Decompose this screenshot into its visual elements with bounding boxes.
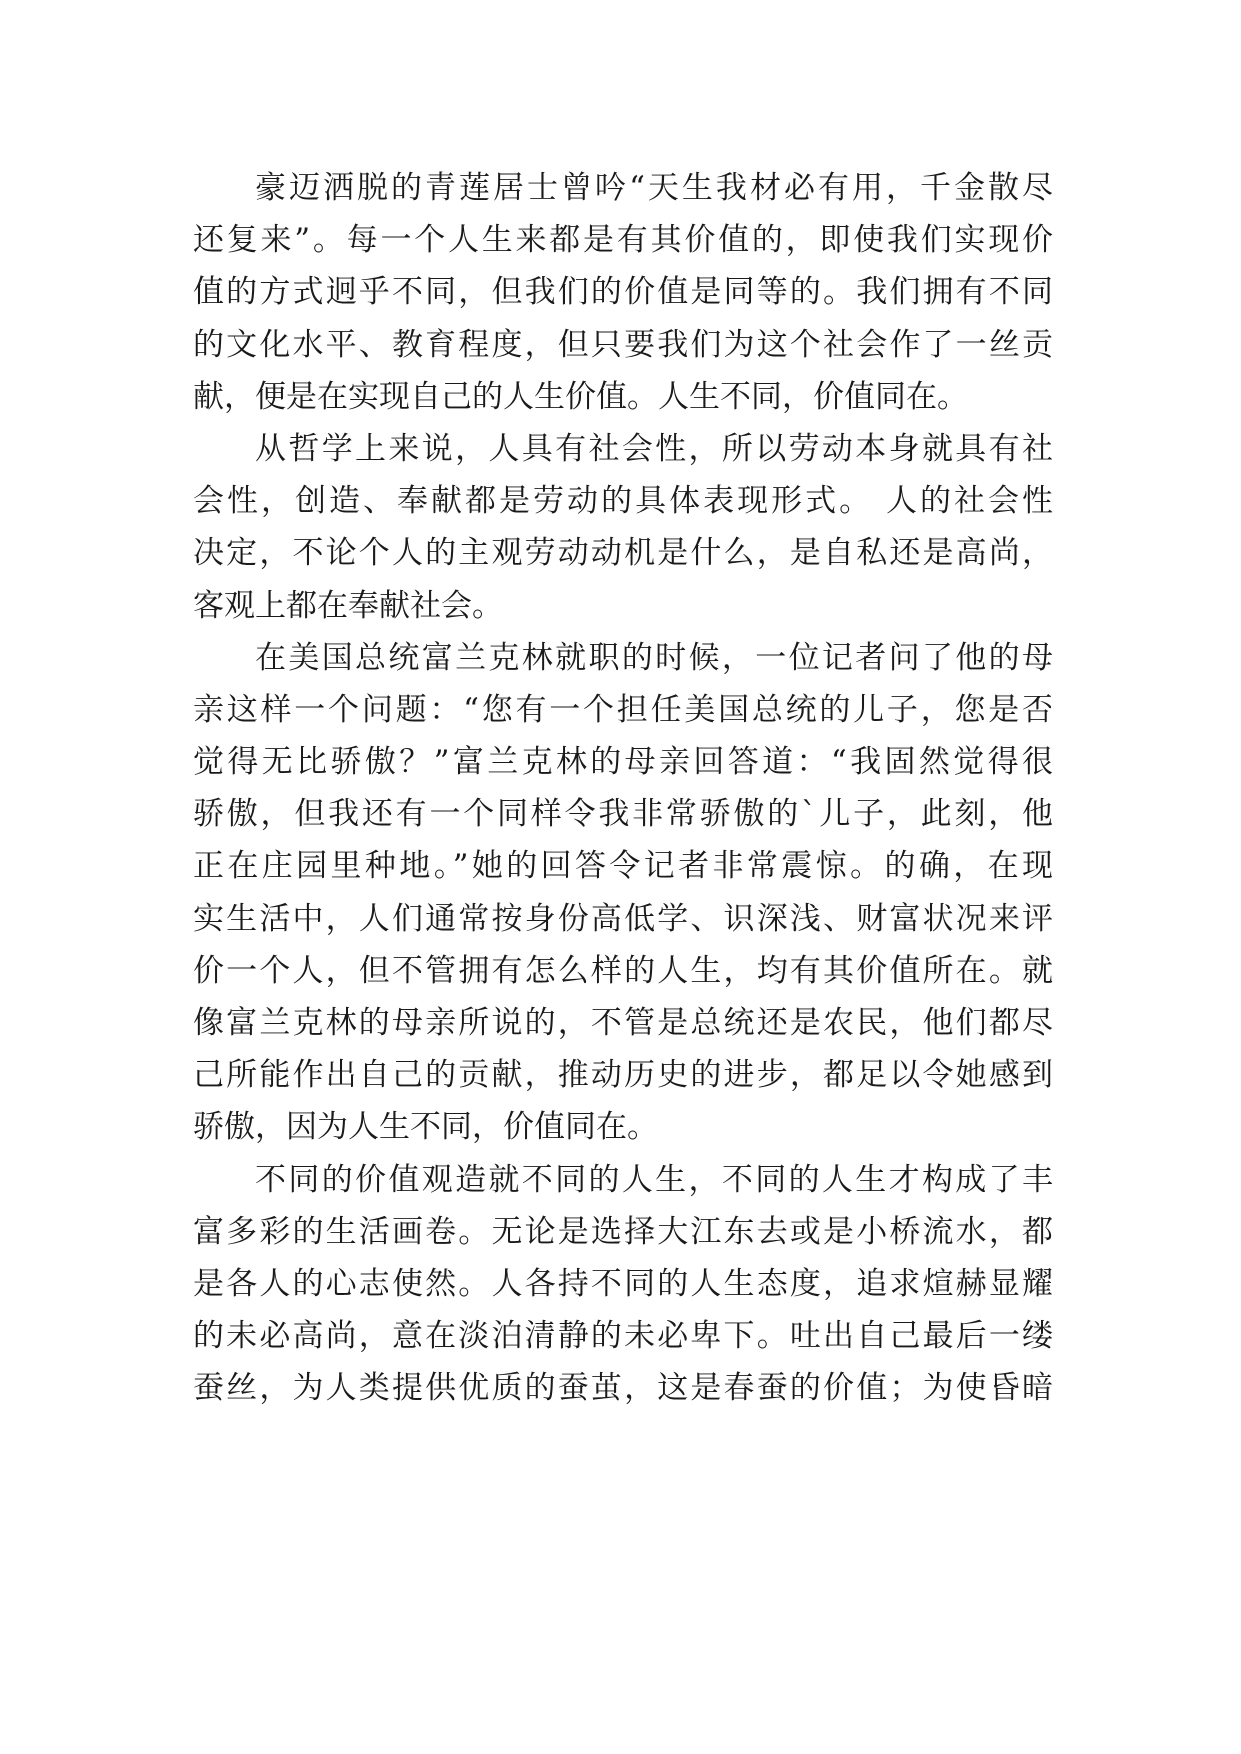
body-text xyxy=(193,162,1053,1415)
text-line: 决定，不论个人的主观劳动动机是什么，是自私还是高尚， xyxy=(193,535,1053,572)
text-line: 富多彩的生活画卷。无论是选择大江东去或是小桥流水，都 xyxy=(193,1213,1053,1250)
text-line: 在美国总统富兰克林就职的时候，一位记者问了他的母 xyxy=(255,639,1053,676)
text-line: 的文化水平、教育程度，但只要我们为这个社会作了一丝贡 xyxy=(193,326,1053,363)
text-line: 客观上都在奉献社会。 xyxy=(193,587,503,624)
paragraph-3 xyxy=(193,632,1053,1154)
text-line: 豪迈洒脱的青莲居士曾吟“天生我材必有用，千金散尽 xyxy=(255,170,1053,206)
paragraph-2 xyxy=(193,423,1053,632)
text-line: 是各人的心志使然。人各持不同的人生态度，追求煊赫显耀 xyxy=(193,1265,1053,1302)
text-line: 像富兰克林的母亲所说的，不管是总统还是农民，他们都尽 xyxy=(193,1005,1053,1041)
text-line: 的未必高尚，意在淡泊清静的未必卑下。吐出自己最后一缕 xyxy=(193,1318,1053,1355)
text-line: 还复来”。每一个人生来都是有其价值的，即使我们实现价 xyxy=(193,222,1053,259)
text-line: 会性，创造、奉献都是劳动的具体表现形式。 人的社会性 xyxy=(193,483,1053,520)
text-line: 价一个人，但不管拥有怎么样的人生，均有其价值所在。就 xyxy=(193,952,1053,989)
text-line: 不同的价值观造就不同的人生，不同的人生才构成了丰 xyxy=(255,1161,1053,1198)
text-line: 骄傲，但我还有一个同样令我非常骄傲的`儿子，此刻，他 xyxy=(193,796,1053,833)
text-line: 蚕丝，为人类提供优质的蚕茧，这是春蚕的价值；为使昏暗 xyxy=(193,1370,1053,1407)
text-line: 从哲学上来说，人具有社会性，所以劳动本身就具有社 xyxy=(255,430,1053,467)
text-line: 觉得无比骄傲？”富兰克林的母亲回答道：“我固然觉得很 xyxy=(193,744,1053,781)
text-line: 己所能作出自己的贡献，推动历史的进步，都足以令她感到 xyxy=(193,1057,1053,1094)
text-line: 实生活中，人们通常按身份高低学、识深浅、财富状况来评 xyxy=(193,900,1053,937)
paragraph-1 xyxy=(193,162,1053,423)
text-line: 值的方式迥乎不同，但我们的价值是同等的。我们拥有不同 xyxy=(193,274,1053,311)
text-line: 正在庄园里种地。”她的回答令记者非常震惊。的确，在现 xyxy=(193,848,1053,885)
paragraph-4 xyxy=(193,1154,1053,1415)
text-line: 骄傲，因为人生不同，价值同在。 xyxy=(193,1109,658,1146)
text-line: 献，便是在实现自己的人生价值。人生不同，价值同在。 xyxy=(193,378,968,415)
text-line: 亲这样一个问题：“您有一个担任美国总统的儿子，您是否 xyxy=(193,691,1053,728)
